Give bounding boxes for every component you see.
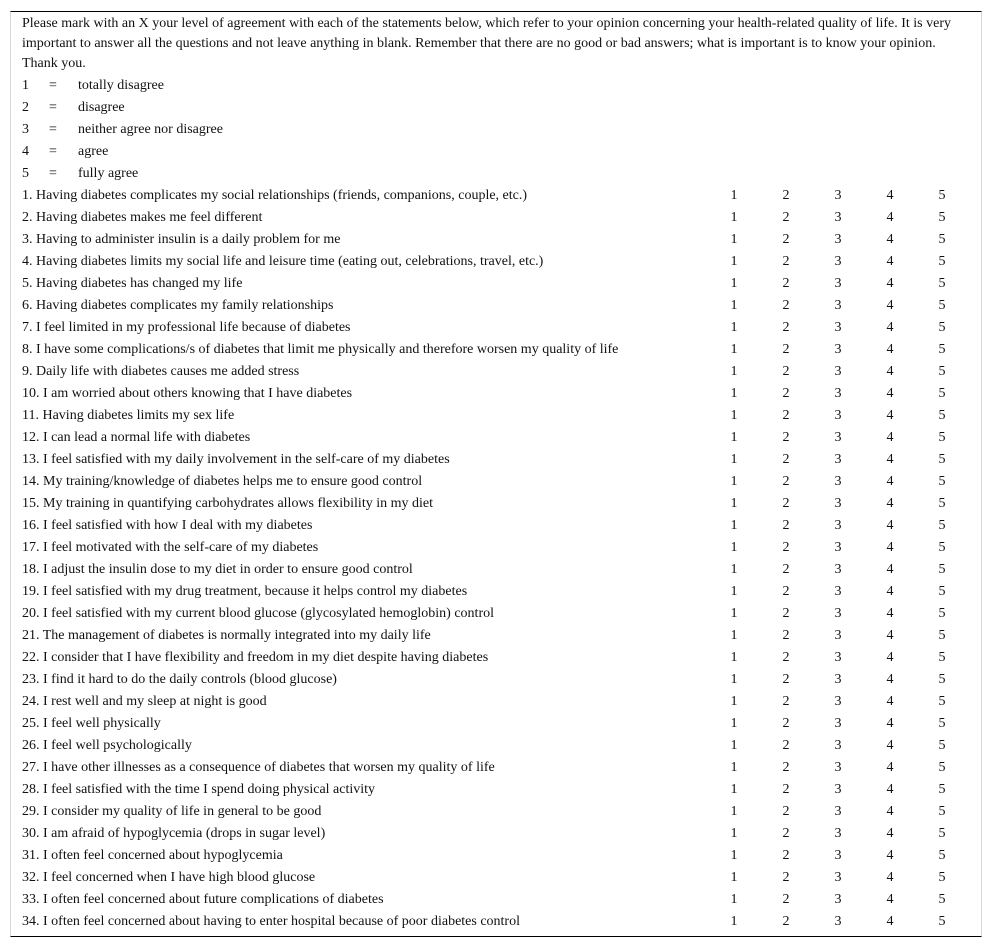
rating-option-3[interactable]: 3	[834, 826, 842, 841]
statement-text: 17. I feel motivated with the self-care of my diabetes	[22, 540, 319, 555]
statement-text: 7. I feel limited in my professional life because of diabetes	[22, 320, 351, 335]
rating-option-3[interactable]: 3	[834, 760, 842, 775]
rating-option-1[interactable]: 1	[730, 562, 738, 577]
rating-option-1[interactable]: 1	[730, 540, 738, 555]
rating-option-1[interactable]: 1	[730, 914, 738, 929]
rating-option-1[interactable]: 1	[730, 298, 738, 313]
rating-option-3[interactable]: 3	[834, 650, 842, 665]
rating-option-2[interactable]: 2	[782, 496, 790, 511]
statement-list	[11, 185, 981, 933]
statement-row-32	[11, 867, 981, 889]
scale-equals: =	[49, 78, 57, 93]
rating-option-5[interactable]: 5	[938, 826, 946, 841]
rating-option-4[interactable]: 4	[886, 694, 894, 709]
statement-text: 24. I rest well and my sleep at night is good	[22, 694, 267, 709]
rating-option-2[interactable]: 2	[782, 782, 790, 797]
rating-option-2[interactable]: 2	[782, 188, 790, 203]
rating-option-2[interactable]: 2	[782, 826, 790, 841]
scale-equals: =	[49, 122, 57, 137]
rating-option-3[interactable]: 3	[834, 188, 842, 203]
rating-option-3[interactable]: 3	[834, 430, 842, 445]
scale-value: 1	[22, 78, 29, 93]
rating-option-2[interactable]: 2	[782, 254, 790, 269]
rating-option-4[interactable]: 4	[886, 232, 894, 247]
rating-option-2[interactable]: 2	[782, 562, 790, 577]
scale-value: 2	[22, 100, 29, 115]
rating-option-1[interactable]: 1	[730, 716, 738, 731]
statement-row-18	[11, 559, 981, 581]
rating-option-2[interactable]: 2	[782, 870, 790, 885]
statement-row-3	[11, 229, 981, 251]
instructions-text: Please mark with an X your level of agreement with each of the statements below, which refer to your opinion concerning your health-related quality of life. It is very important to answer all the questions and not leave anything in blank. Remember that there are no good or bad answers; what is important is to know your opinion. Thank you.	[22, 16, 952, 71]
rating-option-4[interactable]: 4	[886, 782, 894, 797]
rating-option-3[interactable]: 3	[834, 320, 842, 335]
rating-option-4[interactable]: 4	[886, 452, 894, 467]
rating-option-2[interactable]: 2	[782, 276, 790, 291]
rating-option-5[interactable]: 5	[938, 892, 946, 907]
rating-option-2[interactable]: 2	[782, 914, 790, 929]
rating-option-3[interactable]: 3	[834, 892, 842, 907]
statement-row-25	[11, 713, 981, 735]
scale-equals: =	[49, 100, 57, 115]
rating-option-3[interactable]: 3	[834, 914, 842, 929]
rating-option-1[interactable]: 1	[730, 804, 738, 819]
rating-option-2[interactable]: 2	[782, 540, 790, 555]
rating-option-3[interactable]: 3	[834, 408, 842, 423]
rating-option-5[interactable]: 5	[938, 430, 946, 445]
rating-option-3[interactable]: 3	[834, 254, 842, 269]
statement-row-30	[11, 823, 981, 845]
rating-option-3[interactable]: 3	[834, 584, 842, 599]
rating-option-2[interactable]: 2	[782, 364, 790, 379]
scale-value: 5	[22, 166, 29, 181]
rating-option-5[interactable]: 5	[938, 738, 946, 753]
rating-option-4[interactable]: 4	[886, 672, 894, 687]
statement-row-15	[11, 493, 981, 515]
statement-text: 11. Having diabetes limits my sex life	[22, 408, 235, 423]
rating-option-5[interactable]: 5	[938, 342, 946, 357]
statement-row-10	[11, 383, 981, 405]
rating-option-3[interactable]: 3	[834, 672, 842, 687]
rating-option-5[interactable]: 5	[938, 562, 946, 577]
statement-row-8	[11, 339, 981, 361]
rating-option-1[interactable]: 1	[730, 386, 738, 401]
rating-option-5[interactable]: 5	[938, 716, 946, 731]
statement-text: 9. Daily life with diabetes causes me added stress	[22, 364, 300, 379]
statement-text: 21. The management of diabetes is normally integrated into my daily life	[22, 628, 431, 643]
rating-option-1[interactable]: 1	[730, 364, 738, 379]
rating-option-2[interactable]: 2	[782, 716, 790, 731]
rating-scale-legend	[22, 75, 322, 185]
rating-option-1[interactable]: 1	[730, 474, 738, 489]
scale-label: neither agree nor disagree	[78, 122, 223, 137]
statement-text: 2. Having diabetes makes me feel different	[22, 210, 263, 225]
statement-text: 25. I feel well physically	[22, 716, 161, 731]
rating-option-5[interactable]: 5	[938, 254, 946, 269]
rating-option-1[interactable]: 1	[730, 518, 738, 533]
rating-option-5[interactable]: 5	[938, 804, 946, 819]
scale-label: disagree	[78, 100, 125, 115]
rating-option-3[interactable]: 3	[834, 716, 842, 731]
rating-option-2[interactable]: 2	[782, 738, 790, 753]
rating-option-5[interactable]: 5	[938, 584, 946, 599]
rating-option-5[interactable]: 5	[938, 914, 946, 929]
rating-option-3[interactable]: 3	[834, 298, 842, 313]
statement-text: 26. I feel well psychologically	[22, 738, 192, 753]
statement-row-23	[11, 669, 981, 691]
statement-row-26	[11, 735, 981, 757]
statement-row-14	[11, 471, 981, 493]
rating-option-1[interactable]: 1	[730, 892, 738, 907]
statement-row-19	[11, 581, 981, 603]
statement-text: 34. I often feel concerned about having to enter hospital because of poor diabetes control	[22, 914, 520, 929]
statement-row-24	[11, 691, 981, 713]
rating-option-2[interactable]: 2	[782, 606, 790, 621]
rating-option-4[interactable]: 4	[886, 562, 894, 577]
rating-option-3[interactable]: 3	[834, 276, 842, 291]
rating-option-3[interactable]: 3	[834, 628, 842, 643]
statement-text: 3. Having to administer insulin is a daily problem for me	[22, 232, 341, 247]
rating-option-3[interactable]: 3	[834, 342, 842, 357]
rating-option-4[interactable]: 4	[886, 386, 894, 401]
statement-text: 20. I feel satisfied with my current blood glucose (glycosylated hemoglobin) control	[22, 606, 494, 621]
rating-option-1[interactable]: 1	[730, 232, 738, 247]
rating-option-2[interactable]: 2	[782, 848, 790, 863]
rating-option-2[interactable]: 2	[782, 430, 790, 445]
rating-option-1[interactable]: 1	[730, 320, 738, 335]
rating-option-4[interactable]: 4	[886, 364, 894, 379]
rating-option-2[interactable]: 2	[782, 628, 790, 643]
statement-text: 27. I have other illnesses as a consequence of diabetes that worsen my quality of life	[22, 760, 495, 775]
rating-option-4[interactable]: 4	[886, 826, 894, 841]
rating-option-1[interactable]: 1	[730, 782, 738, 797]
statement-text: 33. I often feel concerned about future complications of diabetes	[22, 892, 384, 907]
rating-option-3[interactable]: 3	[834, 386, 842, 401]
rating-option-3[interactable]: 3	[834, 782, 842, 797]
rating-option-5[interactable]: 5	[938, 386, 946, 401]
rating-option-1[interactable]: 1	[730, 760, 738, 775]
scale-label: fully agree	[78, 166, 139, 181]
statement-text: 28. I feel satisfied with the time I spend doing physical activity	[22, 782, 376, 797]
rating-option-2[interactable]: 2	[782, 672, 790, 687]
rating-option-5[interactable]: 5	[938, 210, 946, 225]
statement-row-33	[11, 889, 981, 911]
statement-text: 13. I feel satisfied with my daily involvement in the self-care of my diabetes	[22, 452, 450, 467]
rating-option-4[interactable]: 4	[886, 914, 894, 929]
statement-row-13	[11, 449, 981, 471]
rating-option-5[interactable]: 5	[938, 848, 946, 863]
rating-option-2[interactable]: 2	[782, 232, 790, 247]
statement-row-27	[11, 757, 981, 779]
statement-row-29	[11, 801, 981, 823]
statement-text: 31. I often feel concerned about hypoglycemia	[22, 848, 283, 863]
rating-option-1[interactable]: 1	[730, 694, 738, 709]
rating-option-1[interactable]: 1	[730, 452, 738, 467]
scale-equals: =	[49, 144, 57, 159]
rating-option-1[interactable]: 1	[730, 188, 738, 203]
scale-row-4	[22, 141, 322, 163]
rating-option-1[interactable]: 1	[730, 584, 738, 599]
rating-option-3[interactable]: 3	[834, 606, 842, 621]
statement-text: 15. My training in quantifying carbohydrates allows flexibility in my diet	[22, 496, 433, 511]
rating-option-2[interactable]: 2	[782, 694, 790, 709]
rating-option-5[interactable]: 5	[938, 232, 946, 247]
rating-option-5[interactable]: 5	[938, 694, 946, 709]
rating-option-1[interactable]: 1	[730, 430, 738, 445]
rating-option-4[interactable]: 4	[886, 848, 894, 863]
rating-option-3[interactable]: 3	[834, 232, 842, 247]
rating-option-3[interactable]: 3	[834, 694, 842, 709]
rating-option-4[interactable]: 4	[886, 870, 894, 885]
rating-option-2[interactable]: 2	[782, 452, 790, 467]
statement-text: 5. Having diabetes has changed my life	[22, 276, 243, 291]
rating-option-4[interactable]: 4	[886, 408, 894, 423]
rating-option-5[interactable]: 5	[938, 496, 946, 511]
statement-row-5	[11, 273, 981, 295]
rating-option-1[interactable]: 1	[730, 826, 738, 841]
rating-option-2[interactable]: 2	[782, 474, 790, 489]
rating-option-5[interactable]: 5	[938, 320, 946, 335]
rating-option-3[interactable]: 3	[834, 562, 842, 577]
rating-option-5[interactable]: 5	[938, 518, 946, 533]
rating-option-4[interactable]: 4	[886, 342, 894, 357]
statement-row-22	[11, 647, 981, 669]
rating-option-1[interactable]: 1	[730, 496, 738, 511]
rating-option-5[interactable]: 5	[938, 782, 946, 797]
rating-option-3[interactable]: 3	[834, 870, 842, 885]
rating-option-4[interactable]: 4	[886, 474, 894, 489]
rating-option-4[interactable]: 4	[886, 606, 894, 621]
rating-option-5[interactable]: 5	[938, 298, 946, 313]
statement-row-11	[11, 405, 981, 427]
statement-text: 32. I feel concerned when I have high blood glucose	[22, 870, 316, 885]
rating-option-4[interactable]: 4	[886, 210, 894, 225]
scale-row-2	[22, 97, 322, 119]
rating-option-3[interactable]: 3	[834, 738, 842, 753]
statement-text: 29. I consider my quality of life in general to be good	[22, 804, 322, 819]
rating-option-2[interactable]: 2	[782, 760, 790, 775]
statement-text: 4. Having diabetes limits my social life and leisure time (eating out, celebrations, travel, etc.)	[22, 254, 544, 269]
rating-option-4[interactable]: 4	[886, 760, 894, 775]
rating-option-5[interactable]: 5	[938, 870, 946, 885]
scale-value: 4	[22, 144, 29, 159]
rating-option-4[interactable]: 4	[886, 716, 894, 731]
statement-text: 19. I feel satisfied with my drug treatment, because it helps control my diabetes	[22, 584, 468, 599]
statement-text: 1. Having diabetes complicates my social relationships (friends, companions, couple, etc.)	[22, 188, 528, 203]
scale-label: agree	[78, 144, 109, 159]
rating-option-5[interactable]: 5	[938, 188, 946, 203]
rating-option-4[interactable]: 4	[886, 892, 894, 907]
rating-option-2[interactable]: 2	[782, 320, 790, 335]
statement-text: 18. I adjust the insulin dose to my diet in order to ensure good control	[22, 562, 413, 577]
rating-option-3[interactable]: 3	[834, 518, 842, 533]
statement-row-21	[11, 625, 981, 647]
statement-text: 14. My training/knowledge of diabetes helps me to ensure good control	[22, 474, 423, 489]
scale-row-3	[22, 119, 322, 141]
rating-option-2[interactable]: 2	[782, 342, 790, 357]
rating-option-4[interactable]: 4	[886, 804, 894, 819]
rating-option-1[interactable]: 1	[730, 672, 738, 687]
scale-equals: =	[49, 166, 57, 181]
statement-text: 12. I can lead a normal life with diabetes	[22, 430, 251, 445]
rating-option-4[interactable]: 4	[886, 496, 894, 511]
rating-option-5[interactable]: 5	[938, 276, 946, 291]
rating-option-5[interactable]: 5	[938, 628, 946, 643]
rating-option-4[interactable]: 4	[886, 518, 894, 533]
rating-option-4[interactable]: 4	[886, 254, 894, 269]
rating-option-5[interactable]: 5	[938, 364, 946, 379]
rating-option-3[interactable]: 3	[834, 540, 842, 555]
rating-option-5[interactable]: 5	[938, 408, 946, 423]
statement-row-28	[11, 779, 981, 801]
rating-option-3[interactable]: 3	[834, 210, 842, 225]
statement-text: 23. I find it hard to do the daily controls (blood glucose)	[22, 672, 337, 687]
rating-option-3[interactable]: 3	[834, 452, 842, 467]
rating-option-3[interactable]: 3	[834, 848, 842, 863]
rating-option-1[interactable]: 1	[730, 650, 738, 665]
rating-option-4[interactable]: 4	[886, 430, 894, 445]
statement-row-12	[11, 427, 981, 449]
scale-value: 3	[22, 122, 29, 137]
scale-label: totally disagree	[78, 78, 164, 93]
statement-row-2	[11, 207, 981, 229]
rating-option-2[interactable]: 2	[782, 408, 790, 423]
rating-option-1[interactable]: 1	[730, 254, 738, 269]
statement-text: 8. I have some complications/s of diabetes that limit me physically and therefore worsen my quality of life	[22, 342, 619, 357]
rating-option-5[interactable]: 5	[938, 760, 946, 775]
rating-option-5[interactable]: 5	[938, 606, 946, 621]
rating-option-4[interactable]: 4	[886, 188, 894, 203]
rating-option-3[interactable]: 3	[834, 364, 842, 379]
rating-option-1[interactable]: 1	[730, 210, 738, 225]
rating-option-1[interactable]: 1	[730, 738, 738, 753]
rating-option-4[interactable]: 4	[886, 738, 894, 753]
rating-option-5[interactable]: 5	[938, 650, 946, 665]
rating-option-4[interactable]: 4	[886, 650, 894, 665]
statement-row-9	[11, 361, 981, 383]
rating-option-5[interactable]: 5	[938, 540, 946, 555]
statement-text: 10. I am worried about others knowing that I have diabetes	[22, 386, 353, 401]
scale-row-1	[22, 75, 322, 97]
statement-text: 22. I consider that I have flexibility and freedom in my diet despite having diabetes	[22, 650, 489, 665]
statement-text: 30. I am afraid of hypoglycemia (drops in sugar level)	[22, 826, 326, 841]
rating-option-1[interactable]: 1	[730, 848, 738, 863]
rating-option-4[interactable]: 4	[886, 540, 894, 555]
rating-option-5[interactable]: 5	[938, 672, 946, 687]
rating-option-2[interactable]: 2	[782, 584, 790, 599]
statement-row-34	[11, 911, 981, 933]
rating-option-4[interactable]: 4	[886, 628, 894, 643]
rating-option-1[interactable]: 1	[730, 276, 738, 291]
statement-row-7	[11, 317, 981, 339]
rating-option-5[interactable]: 5	[938, 474, 946, 489]
rating-option-4[interactable]: 4	[886, 298, 894, 313]
statement-row-1	[11, 185, 981, 207]
statement-row-16	[11, 515, 981, 537]
rating-option-1[interactable]: 1	[730, 408, 738, 423]
rating-option-3[interactable]: 3	[834, 496, 842, 511]
rating-option-1[interactable]: 1	[730, 342, 738, 357]
statement-row-4	[11, 251, 981, 273]
questionnaire-table	[10, 11, 982, 937]
rating-option-1[interactable]: 1	[730, 870, 738, 885]
rating-option-4[interactable]: 4	[886, 276, 894, 291]
rating-option-2[interactable]: 2	[782, 892, 790, 907]
statement-row-6	[11, 295, 981, 317]
rating-option-4[interactable]: 4	[886, 320, 894, 335]
rating-option-3[interactable]: 3	[834, 474, 842, 489]
rating-option-4[interactable]: 4	[886, 584, 894, 599]
statement-text: 16. I feel satisfied with how I deal with my diabetes	[22, 518, 313, 533]
rating-option-1[interactable]: 1	[730, 628, 738, 643]
rating-option-2[interactable]: 2	[782, 210, 790, 225]
scale-row-5	[22, 163, 322, 185]
rating-option-3[interactable]: 3	[834, 804, 842, 819]
rating-option-2[interactable]: 2	[782, 518, 790, 533]
rating-option-2[interactable]: 2	[782, 650, 790, 665]
rating-option-1[interactable]: 1	[730, 606, 738, 621]
rating-option-2[interactable]: 2	[782, 298, 790, 313]
statement-row-17	[11, 537, 981, 559]
statement-row-31	[11, 845, 981, 867]
rating-option-2[interactable]: 2	[782, 386, 790, 401]
statement-text: 6. Having diabetes complicates my family relationships	[22, 298, 334, 313]
rating-option-2[interactable]: 2	[782, 804, 790, 819]
statement-row-20	[11, 603, 981, 625]
rating-option-5[interactable]: 5	[938, 452, 946, 467]
